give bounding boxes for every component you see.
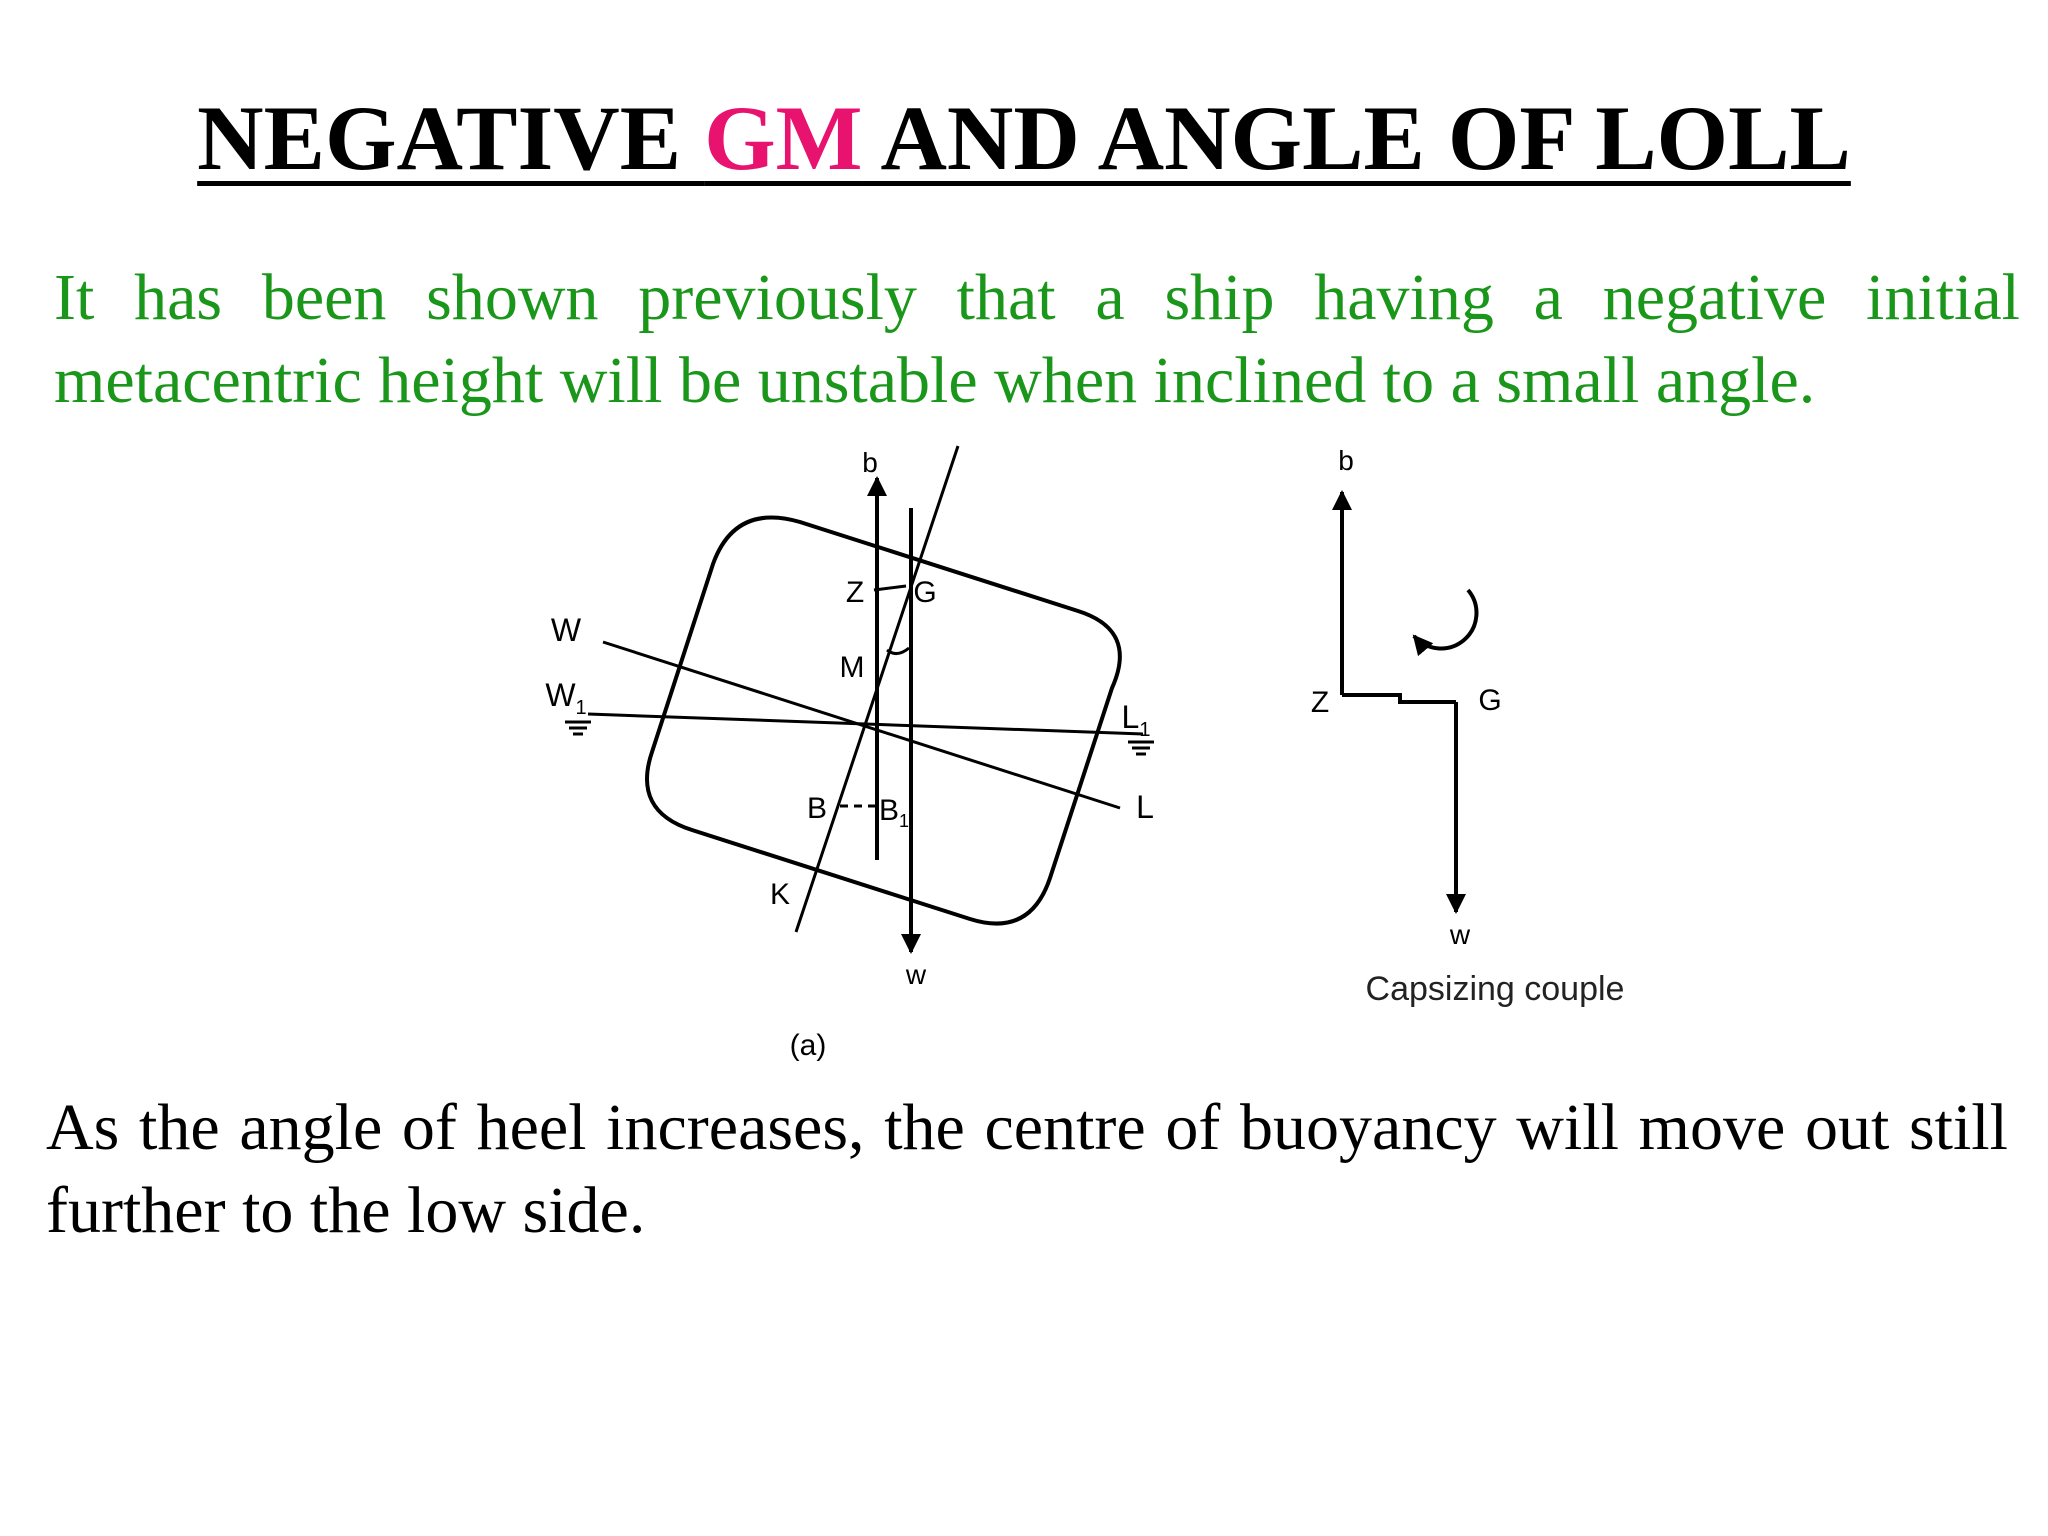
label-w1-sub: 1 [575, 697, 587, 719]
label-b-centre: B [806, 792, 828, 825]
rotation-arrow [1414, 590, 1476, 648]
caption-a: (a) [789, 1029, 827, 1062]
figure-capsizing-couple [1311, 445, 1625, 1008]
figure-a [545, 446, 1154, 1062]
label-b1-sub: 1 [899, 811, 910, 831]
label-b1 [879, 794, 909, 831]
water-symbol-left [565, 722, 591, 734]
label-k: K [769, 878, 791, 911]
couple-lever [1342, 695, 1456, 702]
title-part-2: AND ANGLE OF LOLL [862, 87, 1851, 189]
label-l1-main: L [1121, 699, 1140, 735]
title-part-1: NEGATIVE [197, 87, 705, 189]
label-g: G [913, 576, 937, 609]
label-b: b [862, 447, 878, 478]
water-symbol-right [1128, 742, 1154, 754]
label-w-upper: W [550, 612, 582, 648]
label-m: M [839, 651, 865, 684]
couple-label-g: G [1478, 684, 1502, 717]
intro-paragraph: It has been shown previously that a ship having a negative initial metacentric height will be unstable when inclined to a small angle. [54, 261, 2020, 417]
label-b1-main: B [878, 794, 899, 827]
caption-capsizing-couple: Capsizing couple [1365, 970, 1625, 1008]
label-z: Z [845, 576, 865, 609]
label-w-lower: w [905, 959, 927, 990]
label-l1-sub: 1 [1139, 719, 1151, 741]
couple-label-b: b [1338, 445, 1354, 476]
label-w1 [545, 677, 586, 719]
inclined-hull [647, 517, 1120, 923]
label-l1 [1122, 699, 1151, 741]
label-w1-main: W [545, 677, 576, 713]
title-accent-gm: GM [704, 87, 863, 189]
heel-paragraph: As the angle of heel increases, the centre of buoyancy will move out still further to the low side. [46, 1091, 2008, 1247]
couple-label-z: Z [1310, 686, 1330, 719]
label-l: L [1136, 789, 1154, 825]
couple-label-w: w [1449, 919, 1471, 950]
